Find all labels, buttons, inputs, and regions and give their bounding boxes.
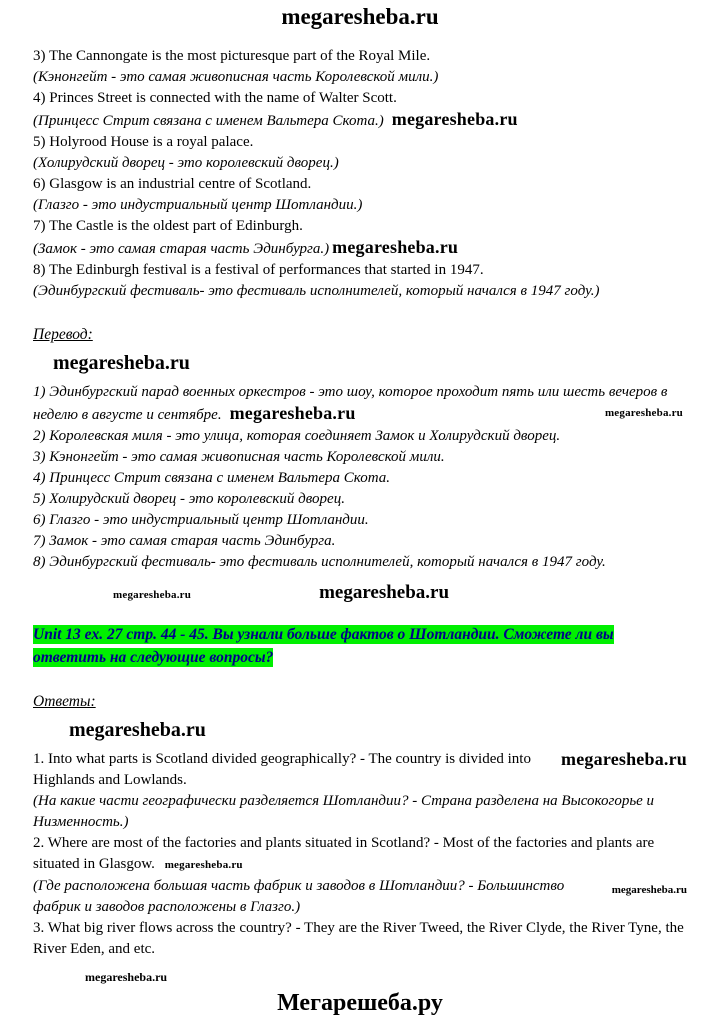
task-statement — [33, 623, 687, 669]
translation-item: 6) Глазго - это индустриальный центр Шотландии. — [33, 512, 369, 528]
small-watermark: megaresheba.ru — [85, 970, 168, 984]
answer-russian — [33, 876, 687, 918]
translation-heading: Перевод: — [33, 326, 93, 343]
answer-english — [33, 833, 687, 876]
fact-english: 3) The Cannongate is the most picturesque part of the Royal Mile. — [33, 48, 431, 64]
fact-english: 6) Glasgow is an industrial centre of Scotland. — [33, 176, 312, 192]
inline-watermark: megaresheba.ru — [229, 403, 356, 423]
answer-english — [33, 749, 687, 791]
answer-english-text: 1. Into what parts is Scotland divided geographically? - The country is divided into Highlands and Lowlands. — [33, 751, 531, 788]
watermark-large: megaresheba.ru — [53, 352, 190, 374]
top-watermark: megaresheba.ru — [281, 4, 439, 29]
fact-russian — [33, 237, 687, 260]
translation-item — [33, 382, 687, 426]
fact-russian — [33, 109, 687, 132]
translation-item-text: 1) Эдинбургский парад военных оркестров - это шоу, которое проходит пять или шесть вечеров в неделю в августе и сентябре. — [33, 384, 668, 423]
answers-heading: Ответы: — [33, 693, 96, 710]
translation-item: 7) Замок - это самая старая часть Эдинбурга. — [33, 533, 336, 549]
fact-russian: (Эдинбургский фестиваль- это фестиваль исполнителей, который начался в 1947 году.) — [33, 283, 600, 299]
facts-section — [33, 46, 687, 302]
watermark-large: megaresheba.ru — [319, 582, 450, 603]
inline-watermark: megaresheba.ru — [391, 109, 518, 129]
small-watermark: megaresheba.ru — [611, 884, 687, 896]
answer-russian-text: (Где расположена большая часть фабрик и заводов в Шотландии? - Большинство фабрик и заводов расположены в Глазго.) — [33, 878, 565, 915]
watermark-large: megaresheba.ru — [69, 719, 206, 741]
translation-item: 5) Холирудский дворец - это королевский дворец. — [33, 491, 345, 507]
translation-item: 8) Эдинбургский фестиваль- это фестиваль исполнителей, который начался в 1947 году. — [33, 554, 606, 570]
fact-russian: (Глазго - это индустриальный центр Шотландии.) — [33, 197, 363, 213]
fact-english: 4) Princes Street is connected with the name of Walter Scott. — [33, 90, 397, 106]
small-watermark: megaresheba.ru — [164, 859, 243, 871]
fact-english: 7) The Castle is the oldest part of Edinburgh. — [33, 218, 303, 234]
watermark-row — [113, 581, 687, 607]
answer-english-text: 2. Where are most of the factories and plants situated in Scotland? - Most of the factories and plants are situated in Glasgow. — [33, 835, 655, 872]
small-watermark: megaresheba.ru — [604, 407, 683, 419]
translation-item: 2) Королевская миля - это улица, которая соединяет Замок и Холирудский дворец. — [33, 428, 561, 444]
fact-english: 5) Holyrood House is a royal palace. — [33, 134, 254, 150]
answers-section — [33, 749, 687, 960]
inline-watermark: megaresheba.ru — [332, 237, 459, 257]
translation-item: 3) Кэнонгейт - это самая живописная часть Королевской мили. — [33, 449, 445, 465]
inline-watermark: megaresheba.ru — [561, 749, 687, 769]
fact-english: 8) The Edinburgh festival is a festival of performances that started in 1947. — [33, 262, 484, 278]
task-highlighted-text: Unit 13 ex. 27 стр. 44 - 45. Вы узнали больше фактов о Шотландии. Сможете ли вы ответить на следующие вопросы? — [33, 626, 614, 666]
answer-russian: (На какие части географически разделяется Шотландии? - Страна разделена на Высокогорье и Низменность.) — [33, 793, 655, 830]
answer-english: 3. What big river flows across the country? - They are the River Tweed, the River Clyde, the River Tyne, the River Eden, and etc. — [33, 920, 684, 957]
page-footer-title: Мегарешеба.ру — [277, 990, 443, 1016]
fact-russian-text: (Замок - это самая старая часть Эдинбурга.) — [33, 241, 330, 257]
fact-russian: (Кэнонгейт - это самая живописная часть Королевской мили.) — [33, 69, 439, 85]
fact-russian-text: (Принцесс Стрит связана с именем Вальтера Скота.) — [33, 113, 384, 129]
translation-item: 4) Принцесс Стрит связана с именем Вальтера Скота. — [33, 470, 391, 486]
translation-section — [33, 382, 687, 573]
fact-russian: (Холирудский дворец - это королевский дворец.) — [33, 155, 339, 171]
small-watermark: megaresheba.ru — [113, 589, 192, 601]
